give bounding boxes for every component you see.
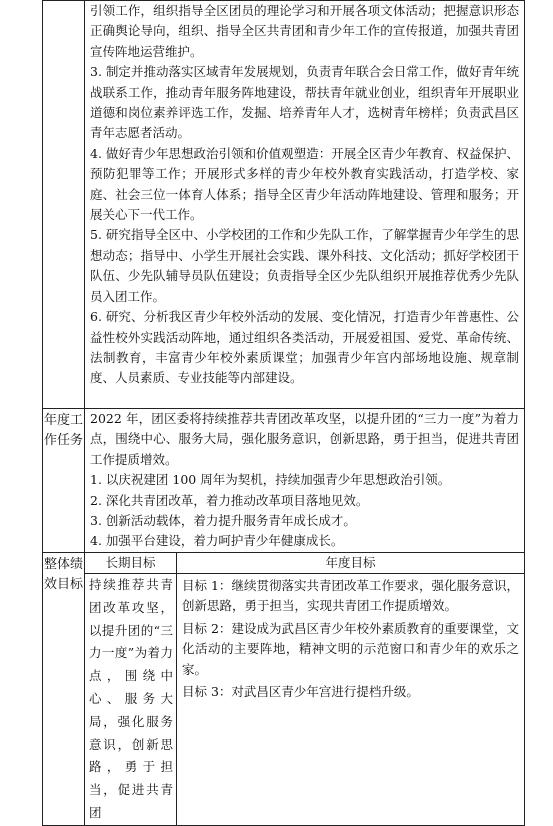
- overall-goals-label-cell: [43, 553, 85, 826]
- duties-paragraph: 5. 研究指导全区中、小学校团的工作和少先队工作，了解掌握青少年学生的思想动态；指导中、小学生开展社会实践、课外科技、文化活动；抓好学校团干队伍、少先队辅导员队伍建设；负责指导全区少先队组织开展推荐优秀少先队员入团工作。: [90, 227, 519, 304]
- duties-label-cell: [43, 1, 85, 409]
- annual-tasks-row: [43, 409, 525, 553]
- long-term-goal-text: 持续推荐共青团改革攻坚，以提升团的“三力一度”为着力点，围绕中心、服务大局，强化服务意识，创新思路，勇于担当，促进共青团: [89, 577, 173, 820]
- annual-goals-header: 年度目标: [177, 553, 525, 574]
- annual-tasks-paragraph: 2022 年，团区委将持续推荐共青团改革攻坚，以提升团的“三力一度”为着力点，围绕中心、服务大局，强化服务意识，创新思路，勇于担当，促进共青团工作提质增效。: [90, 411, 519, 467]
- annual-tasks-paragraph: 2. 深化共青团改革，着力推动改革项目落地见效。: [90, 492, 369, 508]
- annual-tasks-paragraph: 1. 以庆祝建团 100 周年为契机，持续加强青少年思想政治引领。: [90, 472, 451, 488]
- annual-tasks-content-cell: [85, 409, 525, 553]
- goals-header-row: [43, 553, 525, 574]
- annual-goal-item: 目标 2：建设成为武昌区青少年校外素质教育的重要课堂，文化活动的主要阵地，精神文明的示范窗口和青少年的欢乐之家。: [182, 620, 519, 677]
- overall-goals-label: 整体绩效目标: [43, 557, 83, 592]
- long-term-header: 长期目标: [85, 553, 177, 574]
- goals-content-row: [43, 574, 525, 826]
- annual-tasks-paragraph: 3. 创新活动载体，着力提升服务青年成长成才。: [90, 513, 356, 529]
- annual-goal-item: 目标 1：继续贯彻落实共青团改革工作要求，强化服务意识，创新思路，勇于担当，实现共青团工作提质增效。: [182, 578, 519, 614]
- duties-paragraph: 3. 制定并推动落实区域青年发展规划，负责青年联合会日常工作，做好青年统战联系工作，推动青年服务阵地建设，帮扶青年就业创业，组织青年开展职业道德和岗位素养评选工作，发掘、培养青年人才，选树青年榜样；负责武昌区青年志愿者活动。: [90, 64, 519, 141]
- annual-tasks-label-cell: [43, 409, 85, 553]
- long-term-goal-cell: [85, 574, 177, 826]
- duties-row: [43, 1, 525, 409]
- duties-content-cell: [85, 1, 525, 409]
- duties-paragraph: 6. 研究、分析我区青少年校外活动的发展、变化情况，打造青少年普惠性、公益性校外实践活动阵地，通过组织各类活动，开展爱祖国、爱党、革命传统、法制教育，丰富青少年校外素质课堂；加强青少年宫内部场地设施、规章制度、人员素质、专业技能等内部建设。: [90, 309, 519, 386]
- annual-goal-item: 目标 3：对武昌区青少年宫进行提档升级。: [182, 684, 419, 700]
- duties-paragraph: 引领工作，组织指导全区团员的理论学习和开展各项文体活动；把握意识形态正确舆论导向，组织、指导全区共青团和青少年工作的宣传报道，加强共青团宣传阵地运营维护。: [90, 3, 519, 59]
- annual-tasks-paragraph: 4. 加强平台建设，着力呵护青少年健康成长。: [90, 533, 344, 549]
- document-table: [42, 0, 525, 826]
- annual-tasks-label: 年度工作任务: [43, 413, 83, 448]
- annual-goal-cell: [177, 574, 525, 826]
- duties-paragraph: 4. 做好青少年思想政治引领和价值观塑造：开展全区青少年教育、权益保护、预防犯罪等工作；开展形式多样的青少年校外教育实践活动，打造学校、家庭、社会三位一体育人体系；指导全区青少年活动阵地建设、管理和服务；开展关心下一代工作。: [90, 145, 519, 223]
